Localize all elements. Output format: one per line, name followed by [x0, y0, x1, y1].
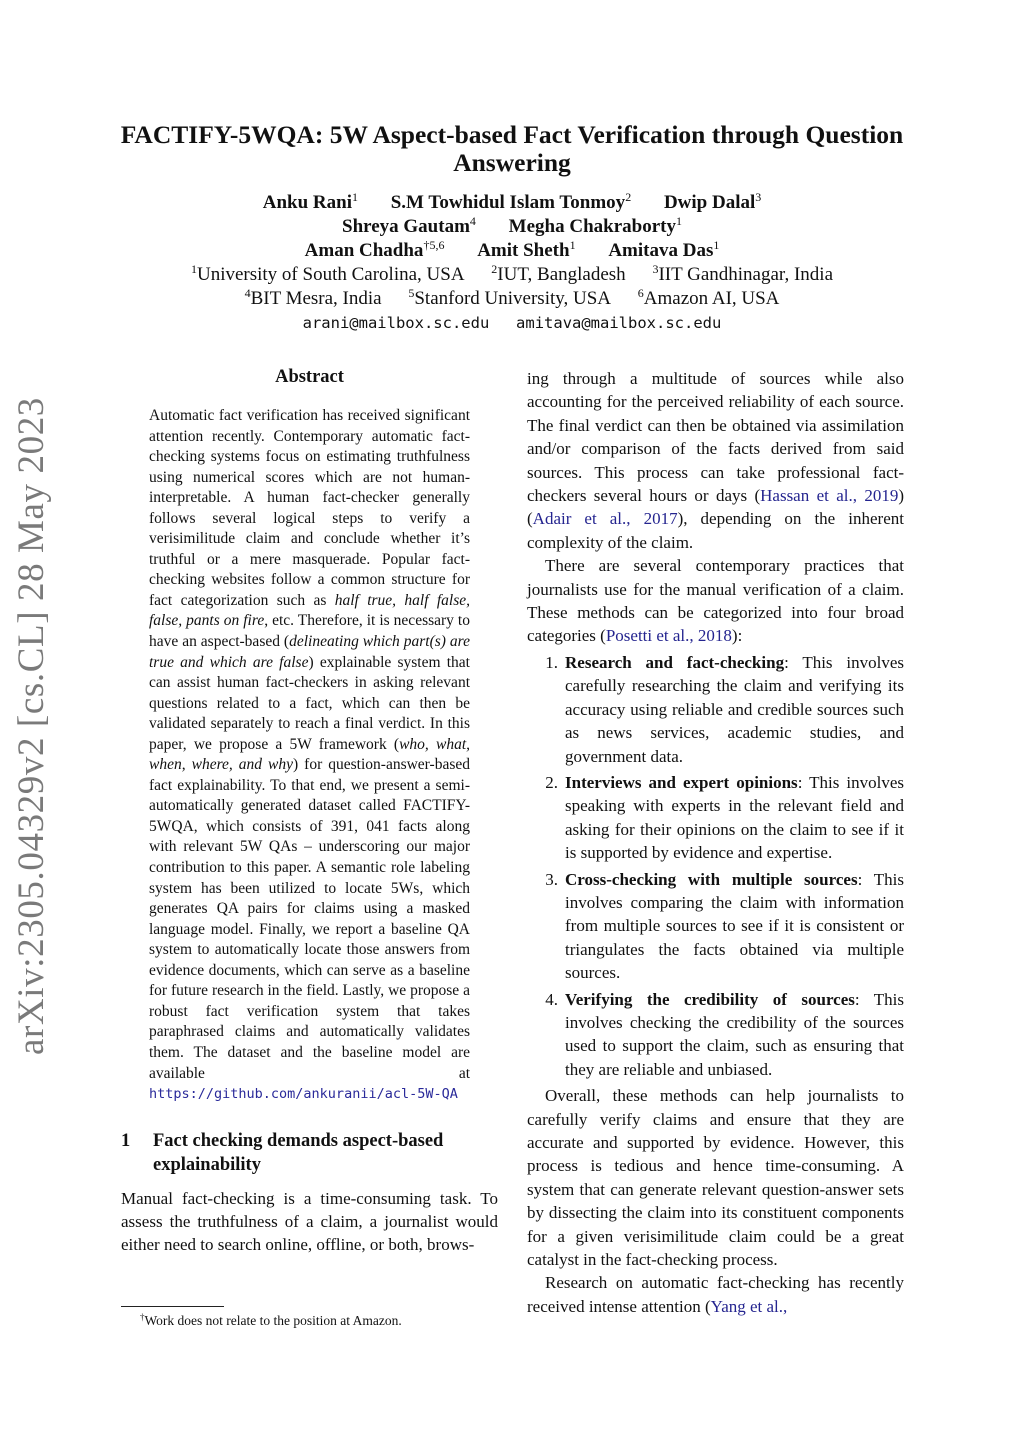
text-segment: ): [731, 626, 743, 646]
affiliation-name: Stanford University, USA [414, 288, 612, 309]
author-affiliation-mark: 3 [755, 190, 762, 204]
body-paragraph [527, 367, 904, 554]
list-item-heading: Cross-checking with multiple sources [565, 869, 858, 889]
body-paragraph [527, 1271, 904, 1318]
author-block [100, 191, 924, 335]
list-item [527, 988, 904, 1082]
abstract-text [149, 406, 470, 1105]
list-number: 3. [545, 869, 558, 889]
author-affiliation-mark: 1 [713, 238, 720, 252]
email-link[interactable]: arani@mailbox.sc.edu [302, 314, 490, 332]
author-name: Amit Sheth [477, 240, 570, 261]
list-item-text: : This involves speaking with experts in the relevant field and asking for their opinions on the claim to see if it is supported by evidence and expertise. [565, 772, 905, 863]
affiliation-number: 1 [190, 262, 197, 276]
affiliation-number: 5 [408, 286, 415, 300]
list-item-heading: Research and fact-checking [565, 652, 785, 672]
affiliation-number: 2 [491, 262, 498, 276]
left-column [121, 365, 498, 1257]
list-item-text: : This involves checking the credibility of the sources used to support the claim, such as ensuring that they are reliable and unbiased. [565, 989, 905, 1079]
affiliation-name: Amazon AI, USA [643, 288, 780, 309]
list-item-text: : This involves carefully researching the claim and verifying its accuracy using reliable and credible sources such as news services, academic studies, and government data. [565, 652, 904, 766]
section-number: 1 [121, 1130, 131, 1151]
list-item-text: : This involves comparing the claim with information from multiple sources to see if it is consistent or triangulates the facts obtained via multiple sources. [565, 869, 905, 983]
author-affiliation-mark: 1 [351, 190, 358, 204]
list-item-heading: Interviews and expert opinions [565, 772, 798, 792]
section-title: Fact checking demands aspect-based explainability [153, 1130, 444, 1175]
author-row-3 [100, 239, 924, 263]
affiliation-name: BIT Mesra, India [250, 288, 382, 309]
arxiv-stamp: arXiv:2305.04329v2 [cs.CL] 28 May 2023 [11, 397, 52, 1055]
citation-link[interactable]: Hassan et al., 2019 [760, 486, 899, 506]
abstract-heading: Abstract [275, 367, 344, 387]
author-affiliation-mark: 1 [569, 238, 576, 252]
footnote-mark: † [140, 1312, 145, 1322]
abstract-segment: ) for question-answer-based fact explainability. To that end, we present a semi-automatically generated dataset called FACTIFY-5WQA, which consists of [149, 756, 470, 835]
body-paragraph: Manual fact-checking is a time-consuming task. To assess the truthfulness of a claim, a journalist would either need to search online, offline, or both, brows- [121, 1188, 498, 1255]
list-item [527, 651, 904, 768]
section-heading [121, 1129, 498, 1177]
list-item [527, 771, 904, 865]
author-name: Aman Chadha [304, 240, 424, 261]
abstract-emphasis: who, what, when, where, and why [149, 735, 470, 774]
abstract-segment: ) explainable system that can assist human fact-checkers in asking relevant questions related to a fact, which can then be validated separately to reach a final verdict. In this paper, we propose a 5W framework ( [149, 653, 470, 753]
affiliation-name: University of South Carolina, USA [196, 264, 465, 285]
abstract-segment: Automatic fact verification has received significant attention recently. Contemporary automatic fact-checking systems focus on estimating truthfulness using numerical scores which are not human-interpretable. A human fact-checker generally follows several logical steps to verify a verisimilitude claim and conclude whether it’s truthful or a mere masquerade. Popular fact-checking websites follow a common structure for fact categorization such as [149, 407, 470, 609]
footnote-text: Work does not relate to the position at Amazon. [144, 1313, 402, 1328]
affiliation-number: 4 [244, 286, 251, 300]
author-name: Anku Rani [262, 192, 352, 213]
affiliation-name: IUT, Bangladesh [497, 264, 626, 285]
abstract-segment: , etc. Therefore, it is necessary to have an aspect-based ( [149, 612, 470, 651]
author-row-1 [100, 191, 924, 215]
author-affiliation-mark: 1 [675, 214, 682, 228]
text-segment: ), depending on the inherent complexity of the claim. [527, 509, 904, 552]
list-number: 2. [545, 772, 558, 792]
email-row [100, 311, 924, 335]
author-affiliation-mark: 4 [469, 214, 476, 228]
author-name: Shreya Gautam [342, 216, 470, 237]
right-column [527, 367, 904, 1318]
affiliation-row-2 [100, 287, 924, 311]
text-segment: ing through a multitude of sources while also accounting for the perceived reliability of each source. The final verdict can then be obtained via assimilation and/or comparison of the facts derived from said sources. This process can take professional fact-checkers several hours or days ( [527, 369, 904, 506]
abstract-emphasis: half true, half false, false, pants on fire [149, 591, 471, 630]
citation-link[interactable]: Adair et al., 2017 [532, 509, 678, 529]
abstract-emphasis: delineating which part(s) are true and which are false [149, 633, 470, 671]
affiliation-number: 6 [637, 286, 644, 300]
category-list [527, 651, 904, 1081]
body-paragraph [527, 554, 904, 648]
list-item [527, 868, 904, 985]
affiliation-name: IIT Gandhinagar, India [658, 264, 834, 285]
citation-link[interactable]: Yang et al., [710, 1296, 788, 1316]
repository-link[interactable]: https://github.com/ankuranii/acl-5W-QA [149, 1086, 458, 1103]
text-segment: There are several contemporary practices that journalists use for the manual verification of a claim. These methods can be categorized into four broad categories ( [527, 556, 904, 646]
affiliation-row-1 [100, 263, 924, 287]
author-name: S.M Towhidul Islam Tonmoy [390, 192, 626, 213]
list-number: 1. [545, 652, 558, 672]
footnote-divider [121, 1306, 224, 1307]
abstract-segment: facts along with relevant 5W QAs – underscoring our major contribution to this paper. A semantic role labeling system has been utilized to locate 5Ws, which generates QA pairs for claims using a masked language model. Finally, we report a baseline QA system to automatically locate those answers from evidence documents, which can serve as a baseline for future research in the field. Lastly, we propose a robust fact verification system that takes paraphrased claims and automatically validates them. The dataset and the baseline model are available at [149, 817, 470, 1082]
affiliation-number: 3 [652, 262, 659, 276]
dataset-count: 391, 041 [330, 817, 390, 835]
title-line-1: FACTIFY-5WQA: 5W Aspect-based Fact Verification through Question [120, 120, 904, 149]
footnote [140, 1312, 402, 1330]
title-line-2: Answering [453, 148, 571, 177]
author-affiliation-mark: †5,6 [423, 238, 445, 252]
text-segment: ) ( [527, 486, 904, 529]
author-row-2 [100, 215, 924, 239]
author-name: Amitava Das [608, 240, 714, 261]
list-number: 4. [545, 989, 558, 1009]
email-link[interactable]: amitava@mailbox.sc.edu [516, 314, 722, 332]
citation-link[interactable]: Posetti et al., 2018 [605, 626, 732, 646]
list-item-heading: Verifying the credibility of sources [565, 989, 855, 1009]
author-name: Dwip Dalal [663, 192, 756, 213]
body-paragraph: Overall, these methods can help journalists to carefully verify claims and ensure that they are accurate and supported by evidence. However, this process is tedious and hence time-consuming. A system that can generate relevant question-answer sets by dissecting the claim into its constituent components for a given verisimilitude claim could be a great catalyst in the fact-checking process. [527, 1086, 904, 1270]
author-affiliation-mark: 2 [625, 190, 632, 204]
author-name: Megha Chakraborty [508, 216, 676, 237]
text-segment: Research on automatic fact-checking has recently received intense attention ( [527, 1273, 904, 1316]
paper-title [110, 121, 914, 177]
